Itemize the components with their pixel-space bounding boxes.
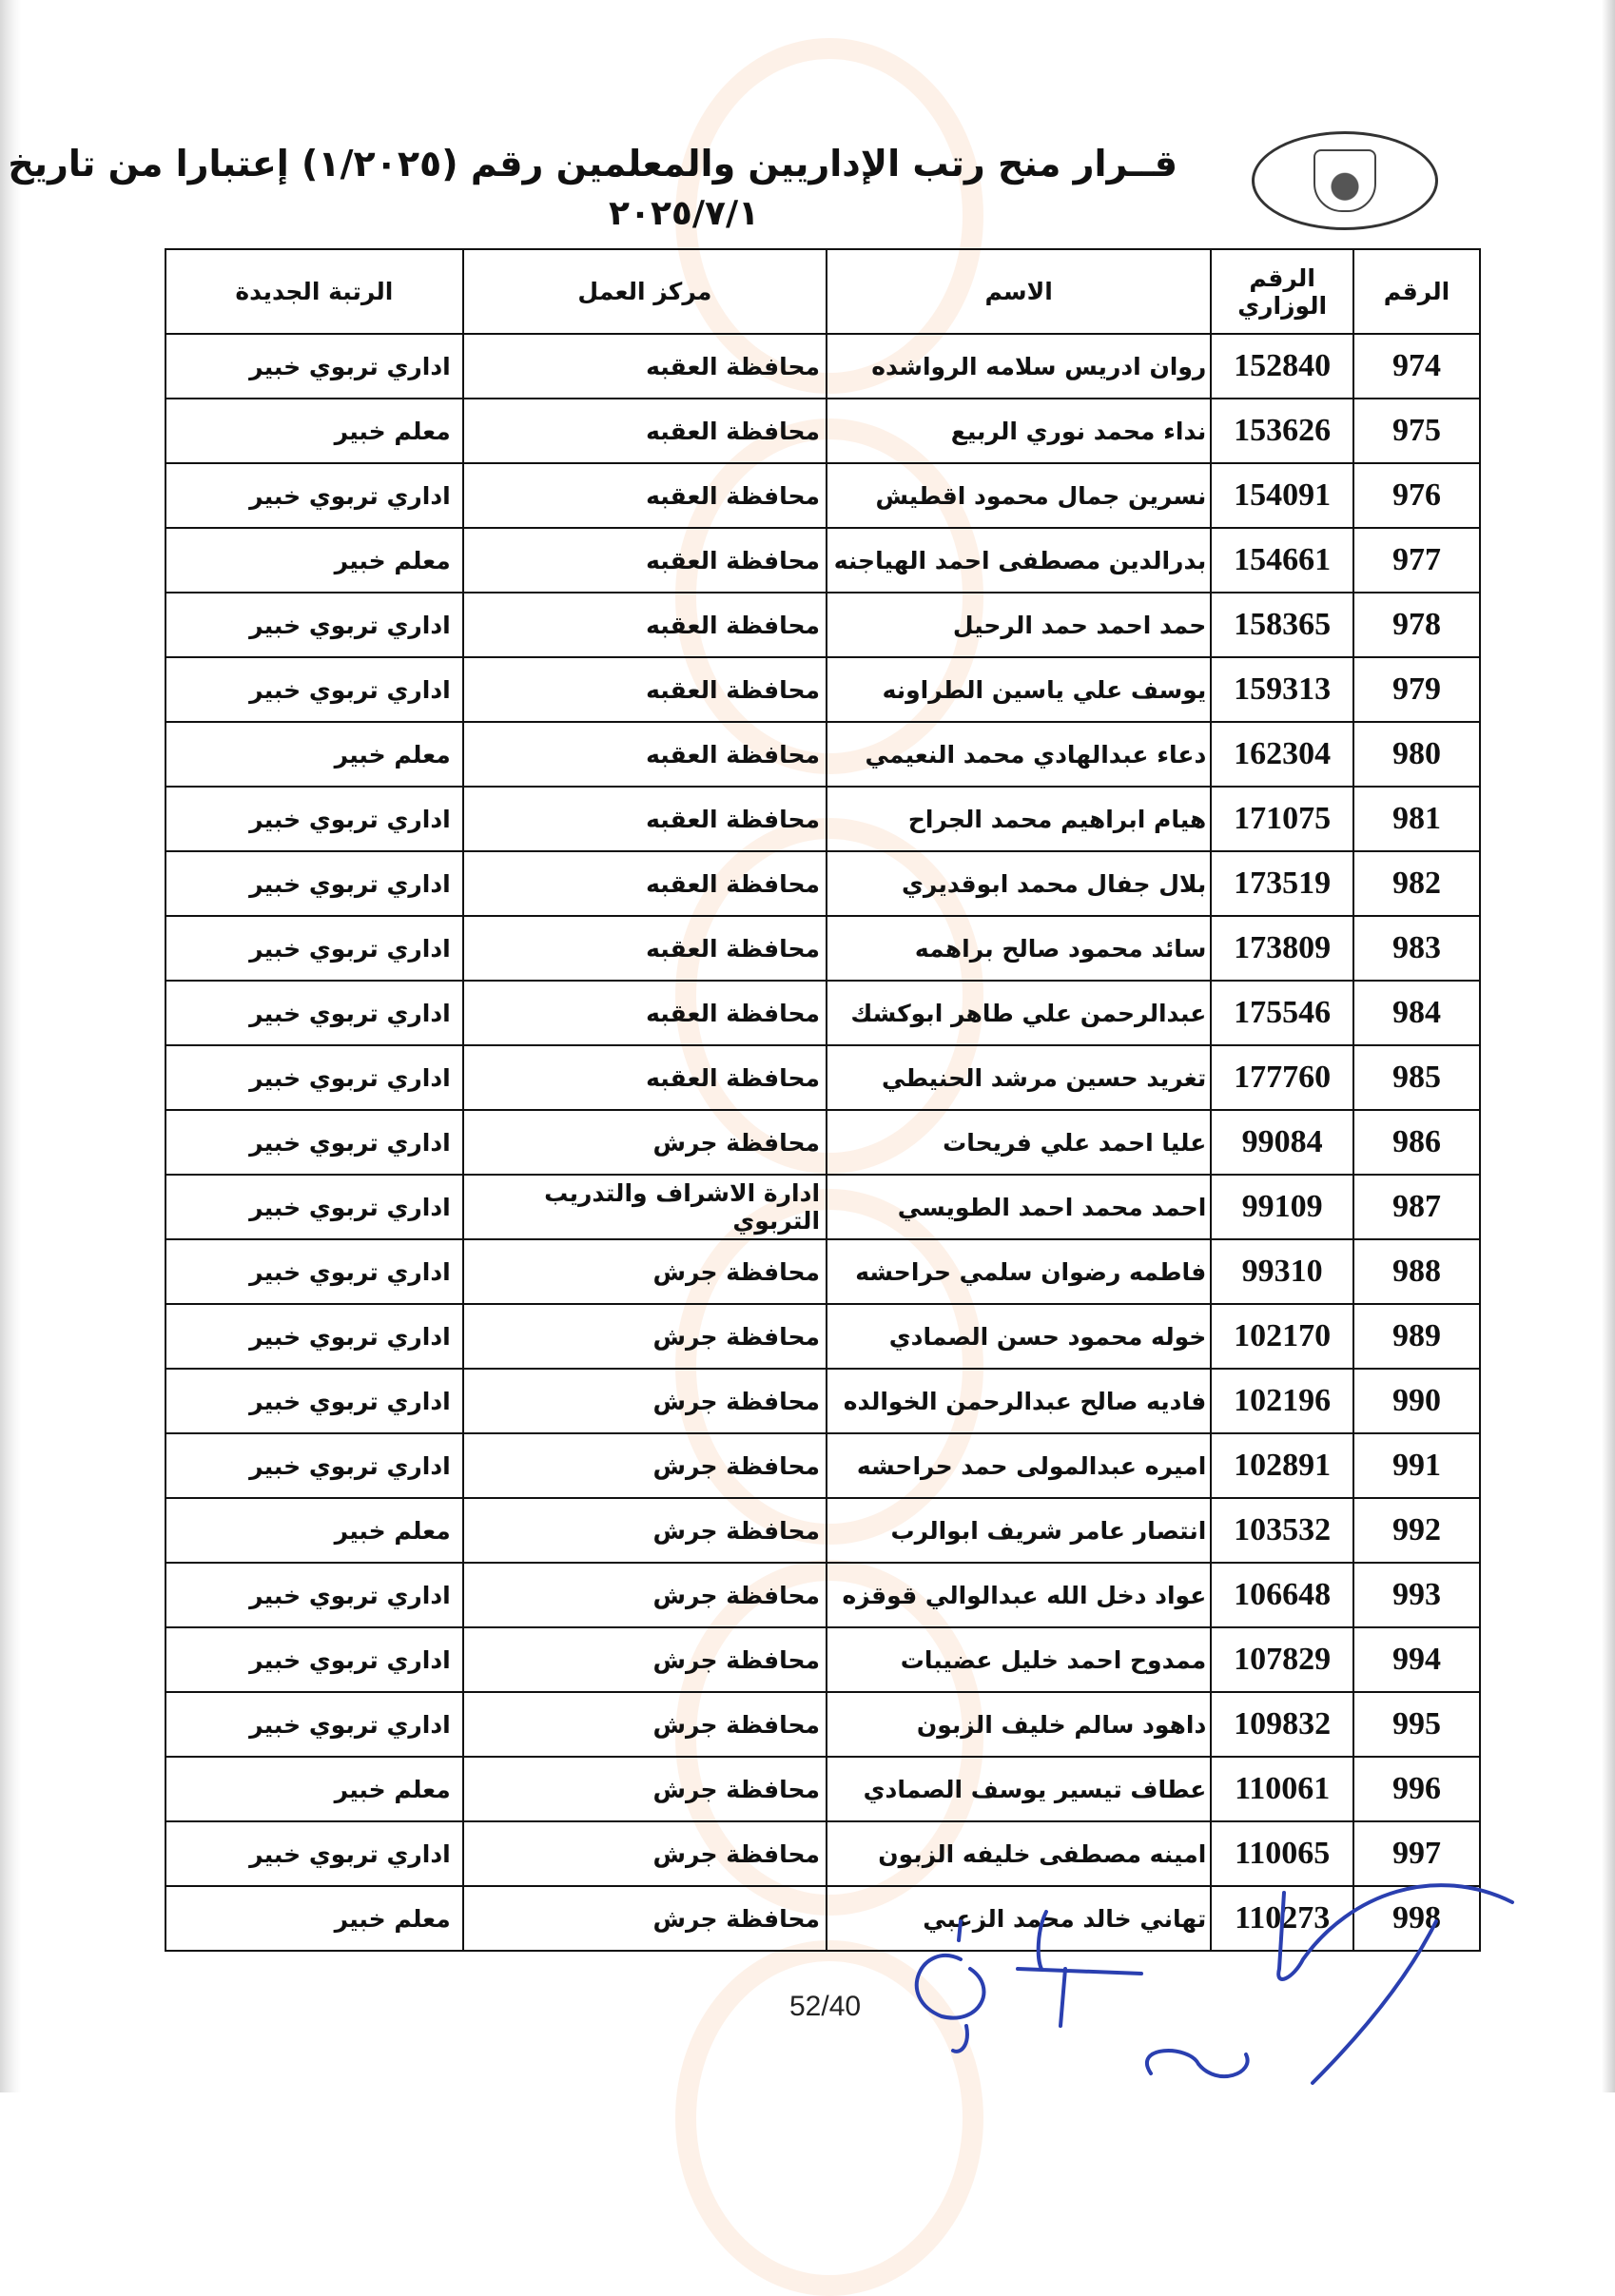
new-rank: اداري تربوي خبير: [165, 1239, 463, 1304]
employee-name: انتصار عامر شريف ابوالرب: [827, 1498, 1211, 1563]
ministry-id: 99310: [1211, 1239, 1353, 1304]
ministry-id: 110273: [1211, 1886, 1353, 1951]
ministry-id: 102891: [1211, 1433, 1353, 1498]
table-row: [165, 399, 1480, 463]
row-number: 998: [1353, 1886, 1480, 1951]
new-rank: معلم خبير: [165, 399, 463, 463]
table-row: [165, 1175, 1480, 1239]
new-rank: اداري تربوي خبير: [165, 334, 463, 399]
table-row: [165, 657, 1480, 722]
scan-edge-left: [0, 0, 21, 2092]
new-rank: اداري تربوي خبير: [165, 1304, 463, 1369]
new-rank: اداري تربوي خبير: [165, 1110, 463, 1175]
new-rank: اداري تربوي خبير: [165, 593, 463, 657]
table-row: [165, 334, 1480, 399]
workplace: محافظة العقبه: [463, 722, 827, 787]
signatures: [904, 1883, 1550, 2092]
employee-name: اميره عبدالمولى حمد حراحشه: [827, 1433, 1211, 1498]
employee-name: بدرالدين مصطفى احمد الهياجنه: [827, 528, 1211, 593]
ministry-id: 99084: [1211, 1110, 1353, 1175]
employee-name: عطاف تيسير يوسف الصمادي: [827, 1757, 1211, 1821]
employee-name: عبدالرحمن علي طاهر ابوكشك: [827, 981, 1211, 1045]
workplace: محافظة جرش: [463, 1304, 827, 1369]
ministry-id: 106648: [1211, 1563, 1353, 1627]
workplace: محافظة جرش: [463, 1110, 827, 1175]
row-number: 986: [1353, 1110, 1480, 1175]
new-rank: اداري تربوي خبير: [165, 1821, 463, 1886]
signature-3: [1147, 2051, 1248, 2076]
employee-name: فاديه صالح عبدالرحمن الخوالده: [827, 1369, 1211, 1433]
employee-name: تغريد حسين مرشد الحنيطي: [827, 1045, 1211, 1110]
ministry-id: 162304: [1211, 722, 1353, 787]
ministry-id: 109832: [1211, 1692, 1353, 1757]
ministry-id: 102170: [1211, 1304, 1353, 1369]
employee-name: نداء محمد نوري الربيع: [827, 399, 1211, 463]
new-rank: اداري تربوي خبير: [165, 916, 463, 981]
new-rank: اداري تربوي خبير: [165, 981, 463, 1045]
table-row: [165, 1498, 1480, 1563]
table-row: [165, 463, 1480, 528]
new-rank: اداري تربوي خبير: [165, 1692, 463, 1757]
workplace: محافظة العقبه: [463, 593, 827, 657]
workplace: محافظة جرش: [463, 1821, 827, 1886]
workplace: محافظة العقبه: [463, 981, 827, 1045]
employee-name: ممدوح احمد خليل عضيبات: [827, 1627, 1211, 1692]
table-row: [165, 851, 1480, 916]
new-rank: اداري تربوي خبير: [165, 1563, 463, 1627]
row-number: 991: [1353, 1433, 1480, 1498]
table-row: [165, 981, 1480, 1045]
row-number: 987: [1353, 1175, 1480, 1239]
new-rank: اداري تربوي خبير: [165, 657, 463, 722]
new-rank: اداري تربوي خبير: [165, 1045, 463, 1110]
new-rank: اداري تربوي خبير: [165, 1433, 463, 1498]
ministry-id: 110061: [1211, 1757, 1353, 1821]
signature-3: [1278, 1885, 1512, 2083]
employee-name: روان ادريس سلامه الرواشده: [827, 334, 1211, 399]
new-rank: معلم خبير: [165, 722, 463, 787]
employee-name: سائد محمود صالح براهمه: [827, 916, 1211, 981]
workplace: محافظة العقبه: [463, 851, 827, 916]
row-number: 985: [1353, 1045, 1480, 1110]
row-number: 980: [1353, 722, 1480, 787]
workplace: محافظة جرش: [463, 1757, 827, 1821]
table-row: [165, 1821, 1480, 1886]
employee-name: يوسف علي ياسين الطراونه: [827, 657, 1211, 722]
table-row: [165, 1627, 1480, 1692]
employee-name: عليا احمد علي فريحات: [827, 1110, 1211, 1175]
employee-name: امينه مصطفى خليفه الزبون: [827, 1821, 1211, 1886]
new-rank: معلم خبير: [165, 1757, 463, 1821]
ranks-table: [165, 248, 1481, 1952]
workplace: محافظة العقبه: [463, 399, 827, 463]
row-number: 990: [1353, 1369, 1480, 1433]
employee-name: تهاني خالد محمد الزعبي: [827, 1886, 1211, 1951]
col-header-new-rank: الرتبة الجديدة: [165, 249, 463, 334]
employee-name: نسرين جمال محمود اقطيش: [827, 463, 1211, 528]
ministry-id: 153626: [1211, 399, 1353, 463]
employee-name: حمد احمد حمد الرحيل: [827, 593, 1211, 657]
ministry-id: 103532: [1211, 1498, 1353, 1563]
row-number: 975: [1353, 399, 1480, 463]
crown-emblem-icon: [1313, 149, 1376, 212]
col-header-number: الرقم: [1353, 249, 1480, 334]
table-row: [165, 787, 1480, 851]
new-rank: اداري تربوي خبير: [165, 851, 463, 916]
row-number: 994: [1353, 1627, 1480, 1692]
workplace: محافظة جرش: [463, 1433, 827, 1498]
table-row: [165, 1369, 1480, 1433]
table-row: [165, 1757, 1480, 1821]
employee-name: داهود سالم خليف الزبون: [827, 1692, 1211, 1757]
workplace: محافظة العقبه: [463, 657, 827, 722]
ministry-id: 99109: [1211, 1175, 1353, 1239]
table-header-row: [165, 249, 1480, 334]
ministry-id: 102196: [1211, 1369, 1353, 1433]
row-number: 974: [1353, 334, 1480, 399]
ministry-id: 158365: [1211, 593, 1353, 657]
signature-1: [953, 1921, 967, 2052]
workplace: محافظة جرش: [463, 1369, 827, 1433]
table-row: [165, 593, 1480, 657]
row-number: 996: [1353, 1757, 1480, 1821]
ministry-id: 173809: [1211, 916, 1353, 981]
ministry-id: 107829: [1211, 1627, 1353, 1692]
workplace: محافظة جرش: [463, 1563, 827, 1627]
new-rank: معلم خبير: [165, 1498, 463, 1563]
workplace: محافظة العقبه: [463, 1045, 827, 1110]
new-rank: اداري تربوي خبير: [165, 1175, 463, 1239]
employee-name: بلال جفال محمد ابوقديري: [827, 851, 1211, 916]
table-row: [165, 1110, 1480, 1175]
workplace: محافظة العقبه: [463, 916, 827, 981]
col-header-name: الاسم: [827, 249, 1211, 334]
row-number: 997: [1353, 1821, 1480, 1886]
page-number: 52/40: [789, 1991, 862, 2022]
row-number: 995: [1353, 1692, 1480, 1757]
page-title: قــرار منح رتب الإداريين والمعلمين رقم (١/٢٠٢٥) إعتبارا من تاريخ: [8, 143, 1177, 185]
row-number: 977: [1353, 528, 1480, 593]
col-header-workplace: مركز العمل: [463, 249, 827, 334]
employee-name: عواد دخل الله عبدالوالي قوقزه: [827, 1563, 1211, 1627]
employee-name: فاطمه رضوان سلمي حراحشه: [827, 1239, 1211, 1304]
workplace: محافظة العقبه: [463, 528, 827, 593]
ministry-id: 154661: [1211, 528, 1353, 593]
workplace: ادارة الاشراف والتدريب التربوي: [463, 1175, 827, 1239]
new-rank: اداري تربوي خبير: [165, 1627, 463, 1692]
ministry-id: 110065: [1211, 1821, 1353, 1886]
workplace: محافظة العقبه: [463, 787, 827, 851]
new-rank: اداري تربوي خبير: [165, 1369, 463, 1433]
row-number: 978: [1353, 593, 1480, 657]
row-number: 992: [1353, 1498, 1480, 1563]
ministry-id: 173519: [1211, 851, 1353, 916]
row-number: 984: [1353, 981, 1480, 1045]
employee-name: خوله محمود حسن الصمادي: [827, 1304, 1211, 1369]
employee-name: دعاء عبدالهادي محمد النعيمي: [827, 722, 1211, 787]
workplace: محافظة جرش: [463, 1498, 827, 1563]
ministry-id: 159313: [1211, 657, 1353, 722]
row-number: 988: [1353, 1239, 1480, 1304]
table-row: [165, 1433, 1480, 1498]
table-row: [165, 722, 1480, 787]
new-rank: اداري تربوي خبير: [165, 787, 463, 851]
workplace: محافظة العقبه: [463, 334, 827, 399]
row-number: 979: [1353, 657, 1480, 722]
ministry-id: 154091: [1211, 463, 1353, 528]
workplace: محافظة جرش: [463, 1627, 827, 1692]
workplace: محافظة العقبه: [463, 463, 827, 528]
signature-2: [1018, 1912, 1141, 2026]
ministry-id: 152840: [1211, 334, 1353, 399]
scan-edge-right: [1602, 0, 1615, 2092]
workplace: محافظة جرش: [463, 1239, 827, 1304]
row-number: 983: [1353, 916, 1480, 981]
row-number: 982: [1353, 851, 1480, 916]
table-row: [165, 1045, 1480, 1110]
new-rank: اداري تربوي خبير: [165, 463, 463, 528]
table-row: [165, 1239, 1480, 1304]
employee-name: هيام ابراهيم محمد الجراح: [827, 787, 1211, 851]
decision-date: ٢٠٢٥/٧/١: [609, 194, 760, 233]
ministry-logo: [1252, 131, 1438, 230]
table-row: [165, 1563, 1480, 1627]
workplace: محافظة جرش: [463, 1692, 827, 1757]
row-number: 976: [1353, 463, 1480, 528]
ministry-id: 177760: [1211, 1045, 1353, 1110]
table-row: [165, 528, 1480, 593]
table-row: [165, 1304, 1480, 1369]
ministry-id: 175546: [1211, 981, 1353, 1045]
row-number: 989: [1353, 1304, 1480, 1369]
row-number: 993: [1353, 1563, 1480, 1627]
employee-name: احمد محمد احمد الطويسي: [827, 1175, 1211, 1239]
ministry-id: 171075: [1211, 787, 1353, 851]
table-row: [165, 1692, 1480, 1757]
new-rank: معلم خبير: [165, 1886, 463, 1951]
row-number: 981: [1353, 787, 1480, 851]
col-header-ministry-id: الرقم الوزاري: [1211, 249, 1353, 334]
new-rank: معلم خبير: [165, 528, 463, 593]
table-row: [165, 916, 1480, 981]
signature-1: [917, 1955, 984, 2018]
workplace: محافظة جرش: [463, 1886, 827, 1951]
